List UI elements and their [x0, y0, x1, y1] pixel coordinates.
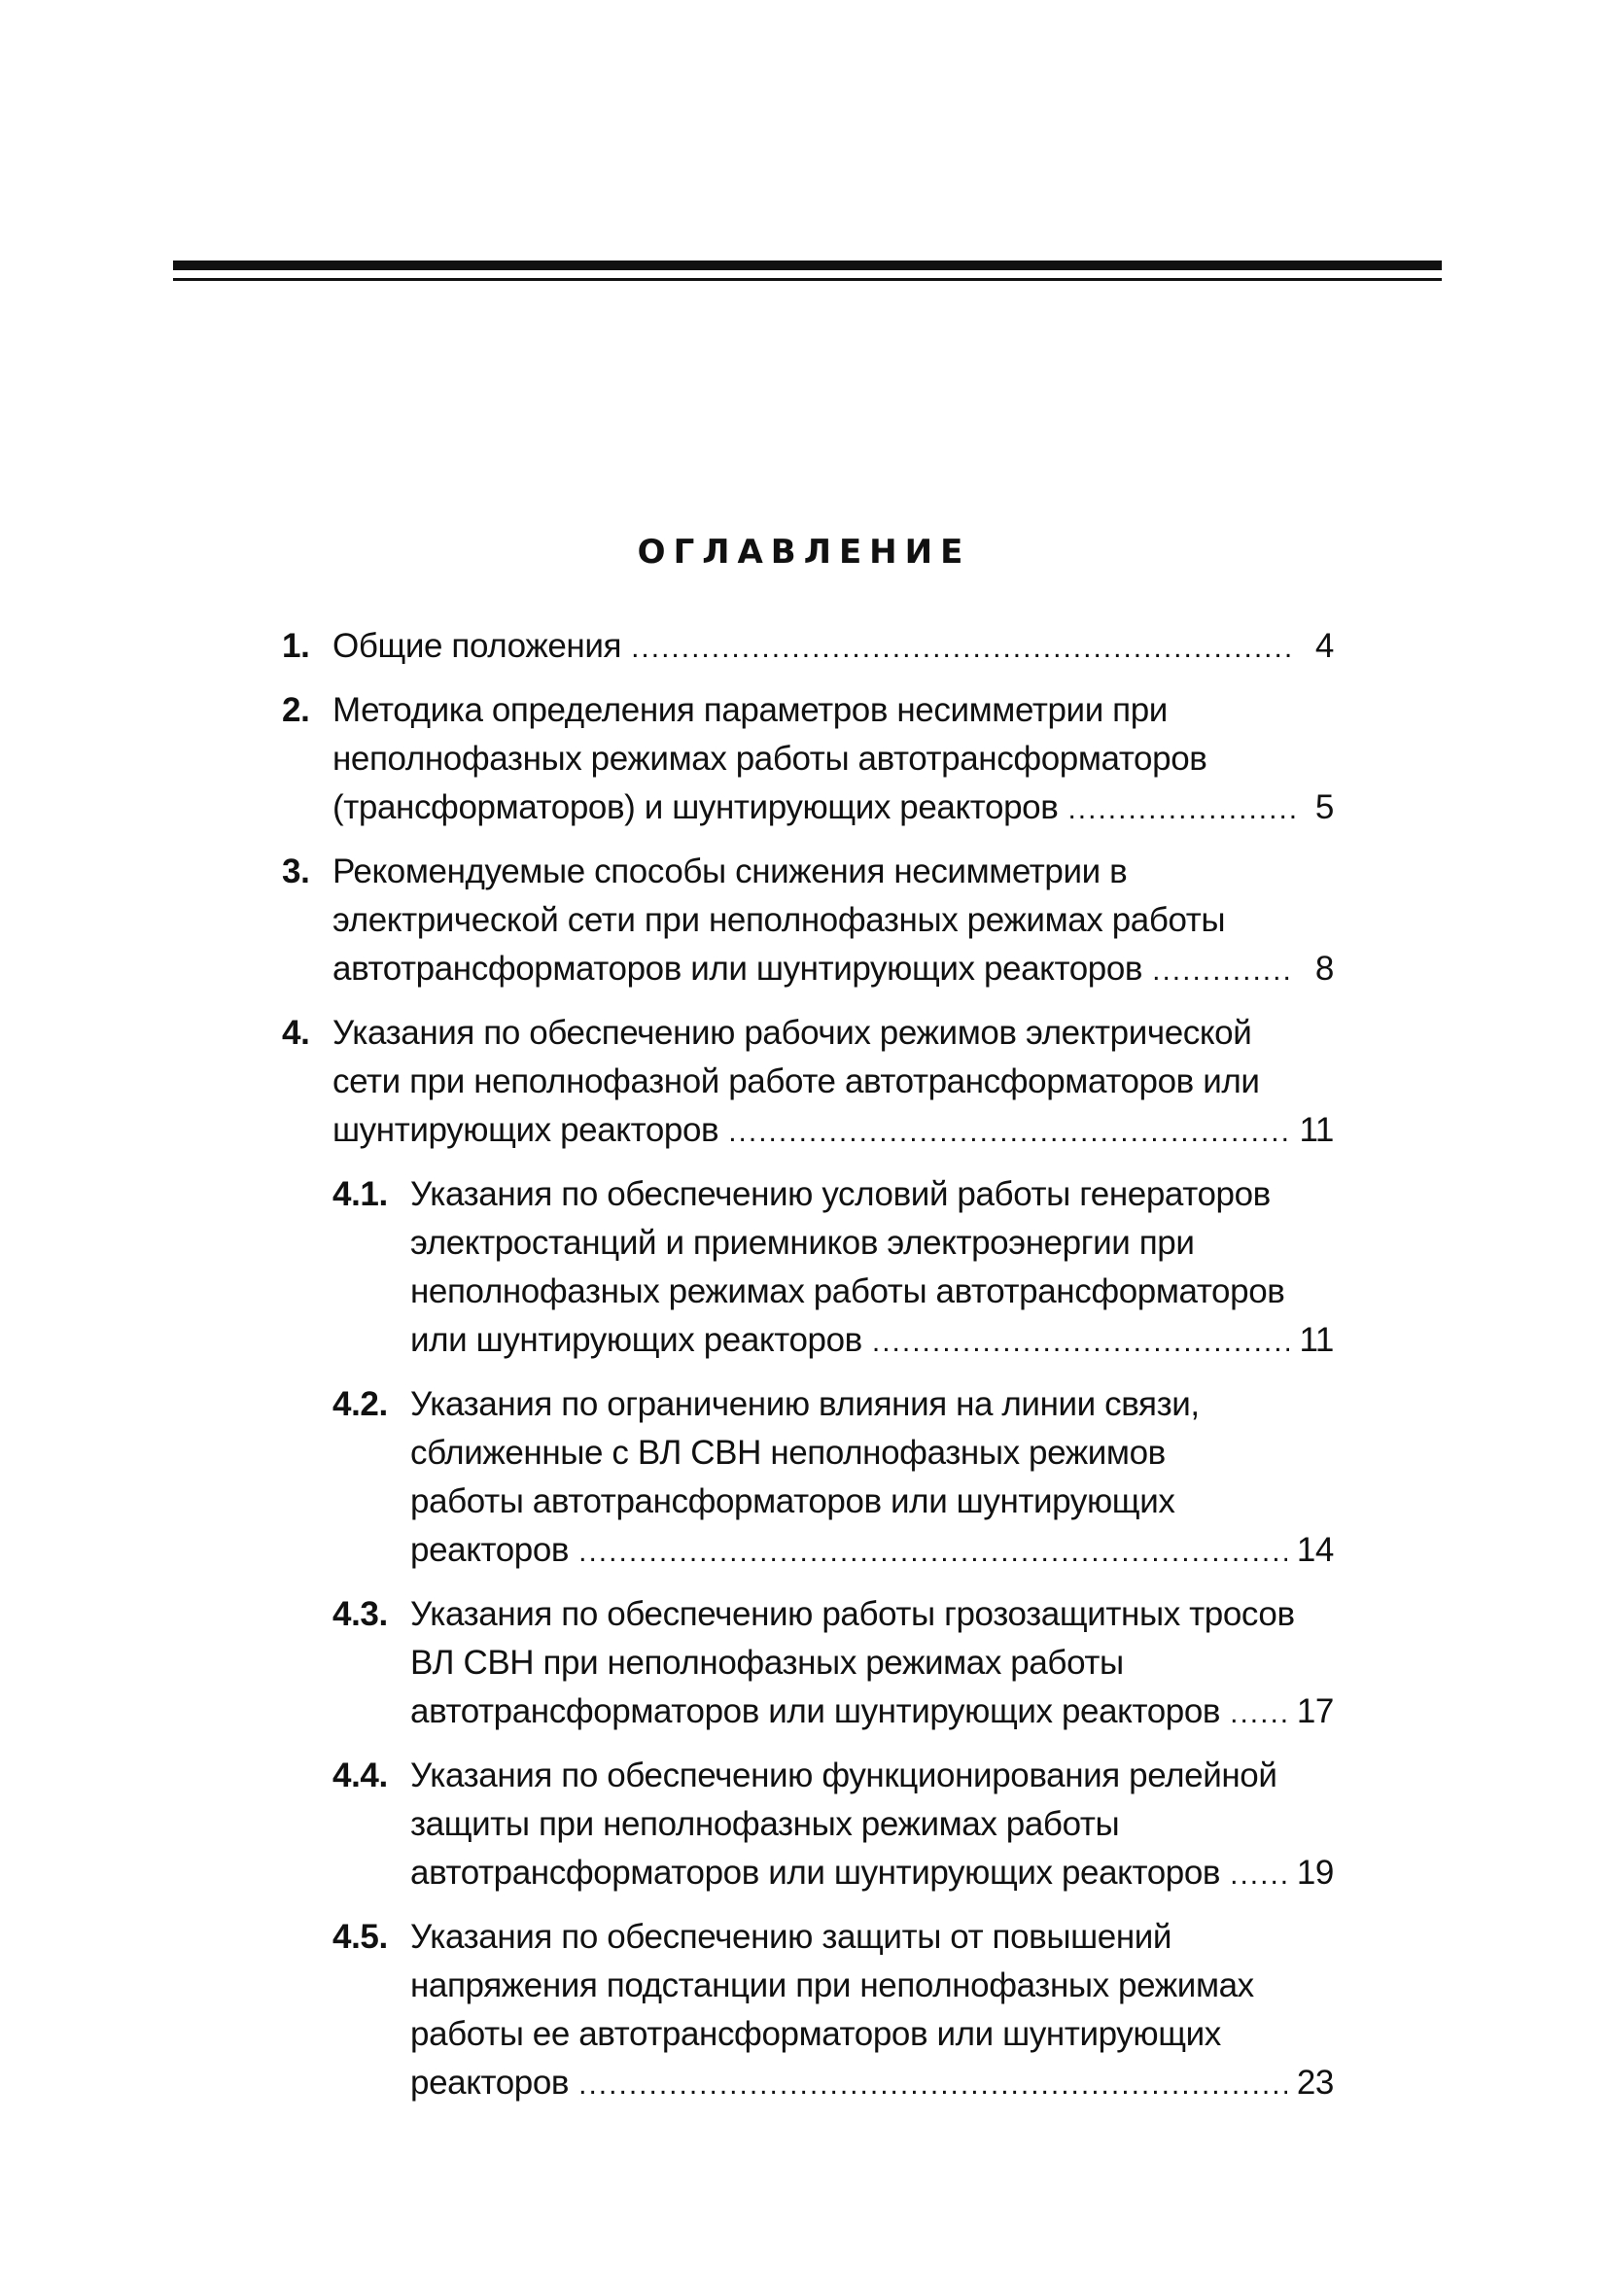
dot-leader [1230, 1851, 1287, 1899]
toc-entry [282, 622, 1334, 673]
toc-entry [282, 848, 1334, 995]
toc-entry-line: автотрансформаторов или шунтирующих реакторов [410, 1692, 1221, 1730]
toc-entry-number: 4.1. [332, 1175, 388, 1213]
toc-entry-line: защиты при неполнофазных режимах работы [410, 1805, 1120, 1843]
toc-title: ОГЛАВЛЕНИЕ [637, 533, 971, 572]
toc-entry-text [410, 1913, 1334, 2109]
toc-entry-line: шунтирующих реакторов [332, 1111, 719, 1149]
toc-entry-line: сети при неполнофазной работе автотрансформаторов или [332, 1062, 1260, 1100]
toc-entry-line: Указания по обеспечению функционирования релейной [410, 1757, 1277, 1794]
toc-entry-text [410, 1170, 1334, 1367]
toc-entry-line: неполнофазных режимах работы автотрансформаторов [332, 740, 1207, 778]
toc-entry-number: 2. [282, 691, 310, 729]
toc-entry-line: реакторов [410, 2064, 570, 2102]
toc-entry-number: 4.4. [332, 1757, 388, 1794]
toc-entry-line: электрической сети при неполнофазных режимах работы [332, 901, 1226, 939]
toc-page-number: 17 [1296, 1692, 1334, 1730]
toc-page-number: 14 [1296, 1531, 1334, 1569]
toc-page-number: 19 [1296, 1854, 1334, 1892]
toc-entry-number: 1. [282, 627, 310, 665]
toc-entry-text [410, 1752, 1334, 1899]
toc-entry-text [410, 1380, 1334, 1577]
toc-entry-number: 4.2. [332, 1385, 388, 1423]
toc-entry-line: автотрансформаторов или шунтирующих реакторов [410, 1854, 1221, 1892]
dot-leader [1152, 947, 1295, 995]
toc-entry-line: Указания по обеспечению работы грозозащитных тросов [410, 1595, 1295, 1633]
toc-entry-line: работы ее автотрансформаторов или шунтирующих [410, 2015, 1221, 2053]
toc-entry-line: сближенные с ВЛ СВН неполнофазных режимов [410, 1434, 1166, 1472]
toc-entry-line: напряжения подстанции при неполнофазных режимах [410, 1966, 1254, 2004]
toc-subentry [282, 1590, 1334, 1738]
toc-entry-line: Указания по обеспечению условий работы генераторов [410, 1175, 1271, 1213]
dot-leader [872, 1318, 1290, 1367]
dot-leader [578, 2061, 1287, 2109]
toc-entry [282, 1009, 1334, 1157]
toc-entry [282, 686, 1334, 834]
toc-subentry [282, 1170, 1334, 1367]
toc-page-number: 5 [1314, 788, 1334, 826]
toc-entry-line: автотрансформаторов или шунтирующих реакторов [332, 950, 1143, 988]
dot-leader [631, 624, 1295, 673]
table-of-contents [282, 622, 1334, 2123]
toc-page-number: 11 [1299, 1321, 1334, 1359]
toc-subentry [282, 1913, 1334, 2109]
toc-entry-line: ВЛ СВН при неполнофазных режимах работы [410, 1644, 1124, 1682]
toc-entry-number: 4.5. [332, 1918, 388, 1956]
toc-entry-text [332, 622, 1334, 673]
toc-entry-line: или шунтирующих реакторов [410, 1321, 862, 1359]
toc-entry-number: 3. [282, 852, 310, 890]
toc-entry-line: Указания по обеспечению рабочих режимов электрической [332, 1014, 1252, 1052]
toc-entry-line: Указания по ограничению влияния на линии связи, [410, 1385, 1200, 1423]
toc-entry-line: Рекомендуемые способы снижения несимметрии в [332, 852, 1128, 890]
dot-leader [1230, 1689, 1287, 1738]
toc-entry-line: Методика определения параметров несимметрии при [332, 691, 1168, 729]
toc-entry-line: реакторов [410, 1531, 570, 1569]
toc-entry-text [332, 848, 1334, 995]
toc-page-number: 11 [1299, 1111, 1334, 1149]
toc-entry-line: электростанций и приемников электроэнергии при [410, 1224, 1195, 1262]
dot-leader [728, 1108, 1289, 1157]
toc-entry-number: 4.3. [332, 1595, 388, 1633]
toc-page-number: 8 [1314, 950, 1334, 988]
toc-entry-text [332, 686, 1334, 834]
header-rule-thick [173, 261, 1442, 270]
toc-entry-text [332, 1009, 1334, 1157]
toc-entry-line: неполнофазных режимах работы автотрансформаторов [410, 1272, 1285, 1310]
toc-entry-line: работы автотрансформаторов или шунтирующих [410, 1482, 1175, 1520]
toc-subentry [282, 1752, 1334, 1899]
toc-entry-line: Указания по обеспечению защиты от повышений [410, 1918, 1172, 1956]
toc-page-number: 4 [1314, 627, 1334, 665]
toc-entry-line: Общие положения [332, 627, 622, 665]
toc-entry-text [410, 1590, 1334, 1738]
toc-entry-number: 4. [282, 1014, 310, 1052]
toc-subentry [282, 1380, 1334, 1577]
toc-page-number: 23 [1296, 2064, 1334, 2102]
toc-entry-line: (трансформаторов) и шунтирующих реакторов [332, 788, 1059, 826]
dot-leader [578, 1528, 1287, 1577]
header-rule-thin [173, 278, 1442, 281]
dot-leader [1067, 785, 1295, 834]
